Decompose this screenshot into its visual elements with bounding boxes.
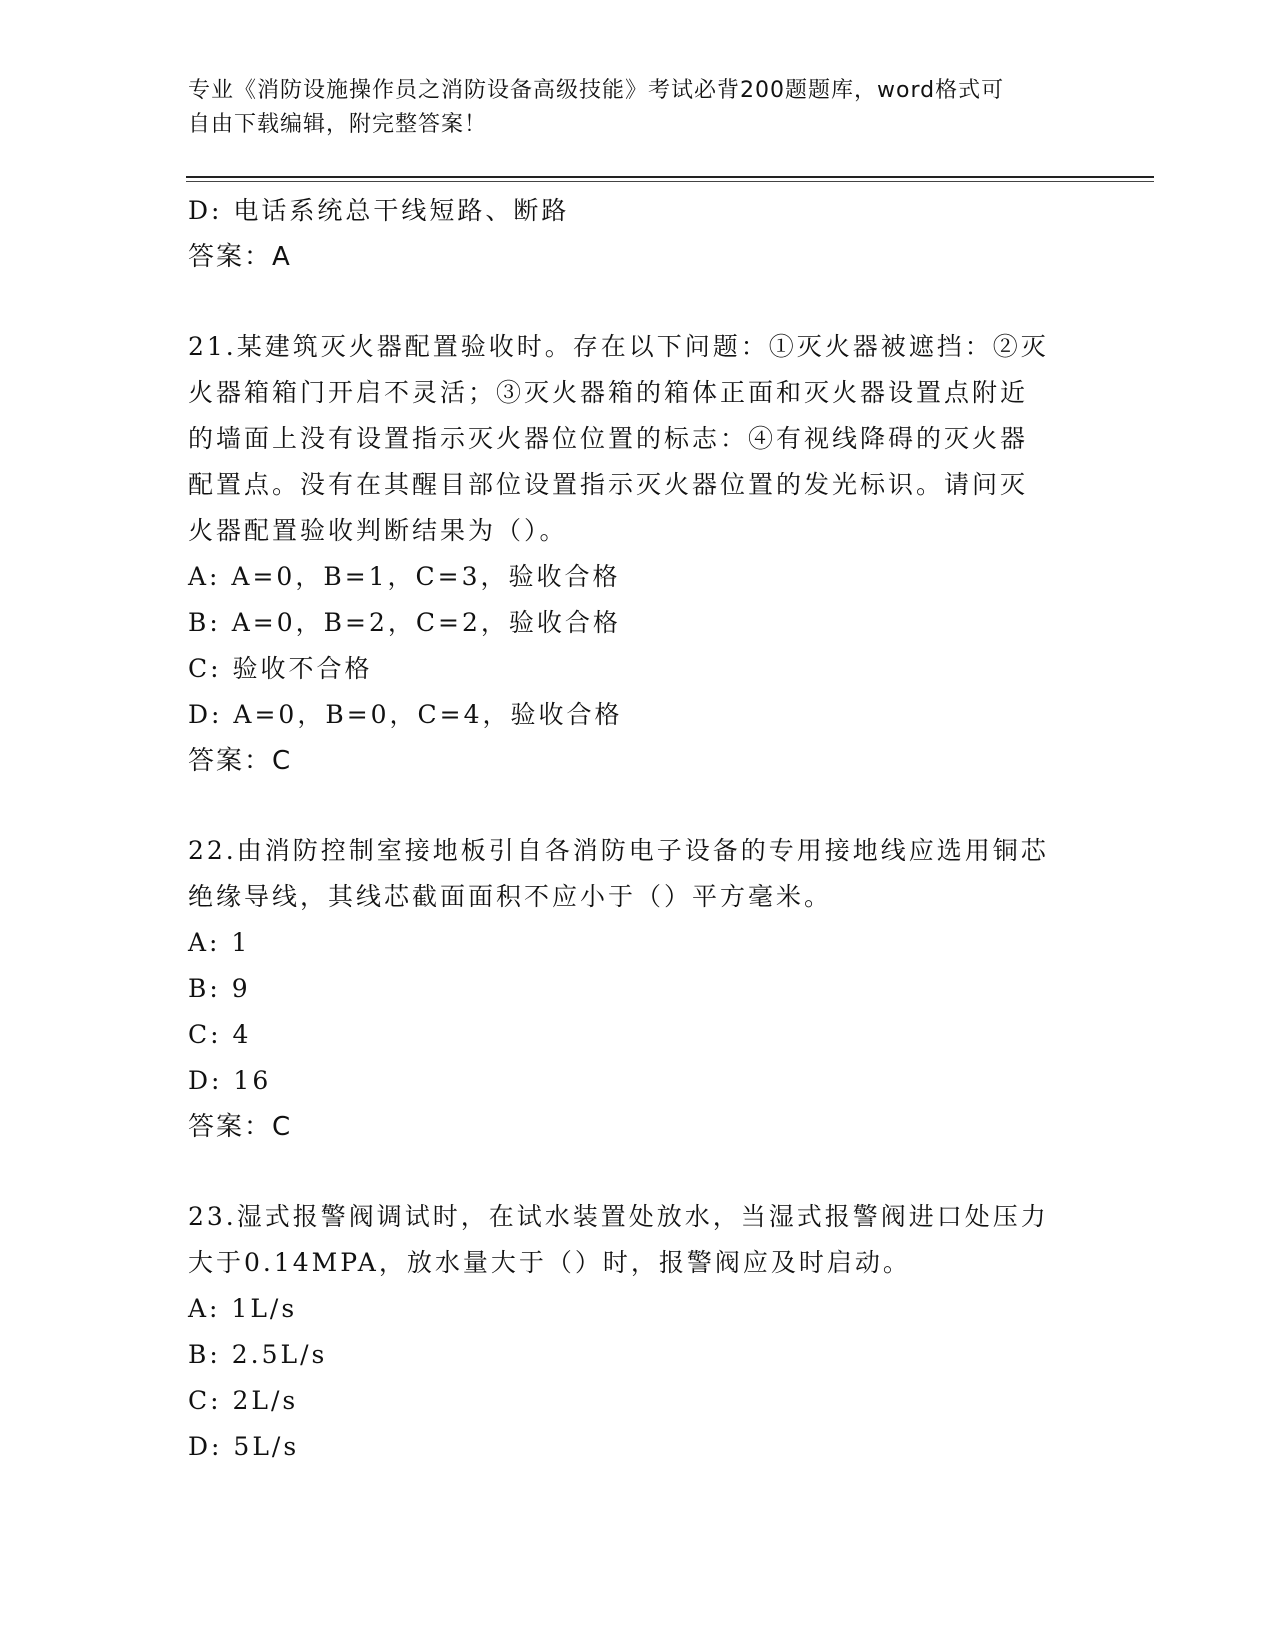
question-text-line: 23.湿式报警阀调试时，在试水装置处放水，当湿式报警阀进口处压力 [188,1202,1049,1231]
header-divider [186,176,1154,178]
spacer [188,1150,1088,1194]
answer-line: 答案：C [188,1112,293,1142]
question-text-line: 绝缘导线，其线芯截面面积不应小于（）平方毫米。 [188,882,833,911]
question-content [188,188,1088,1470]
header-line-1: 专业《消防设施操作员之消防设备高级技能》考试必背200题题库，word格式可 [188,78,1005,103]
option-c: C: 4 [188,1020,252,1049]
option-d: D: 电话系统总干线短路、断路 [188,196,570,225]
option-a: A: 1L/s [188,1294,298,1323]
question-text-line: 22.由消防控制室接地板引自各消防电子设备的专用接地线应选用铜芯 [188,836,1049,865]
question-text-line: 配置点。没有在其醒目部位设置指示灭火器位置的发光标识。请问灭 [188,470,1029,499]
option-c: C: 2L/s [188,1386,299,1415]
option-b: B: 9 [188,974,251,1003]
answer-line: 答案：C [188,746,293,776]
question-text-line: 的墙面上没有设置指示灭火器位位置的标志：④有视线降碍的灭火器 [188,424,1029,453]
question-text-line: 火器配置验收判断结果为（）。 [188,516,568,545]
question-21 [188,324,1088,784]
option-b: B: A=0，B=2，C=2，验收合格 [188,608,621,637]
question-text-line: 21.某建筑灭火器配置验收时。存在以下问题：①灭火器被遮挡：②灭 [188,332,1049,361]
spacer [188,280,1088,324]
option-a: A: A=0，B=1，C=3，验收合格 [188,562,621,591]
question-23 [188,1194,1088,1470]
question-22 [188,828,1088,1150]
option-b: B: 2.5L/s [188,1340,328,1369]
option-d: D: A=0，B=0，C=4，验收合格 [188,700,623,729]
header-line-2: 自由下载编辑，附完整答案！ [188,112,488,137]
answer-line: 答案：A [188,242,292,272]
option-d: D: 5L/s [188,1432,300,1461]
header-divider-thin [186,181,1154,182]
option-d: D: 16 [188,1066,272,1095]
question-text-line: 大于0.14MPA，放水量大于（）时，报警阀应及时启动。 [188,1248,911,1277]
option-c: C: 验收不合格 [188,654,373,683]
option-a: A: 1 [188,928,251,957]
spacer [188,784,1088,828]
question-text-line: 火器箱箱门开启不灵活；③灭火器箱的箱体正面和灭火器设置点附近 [188,378,1029,407]
document-header [188,74,1068,142]
